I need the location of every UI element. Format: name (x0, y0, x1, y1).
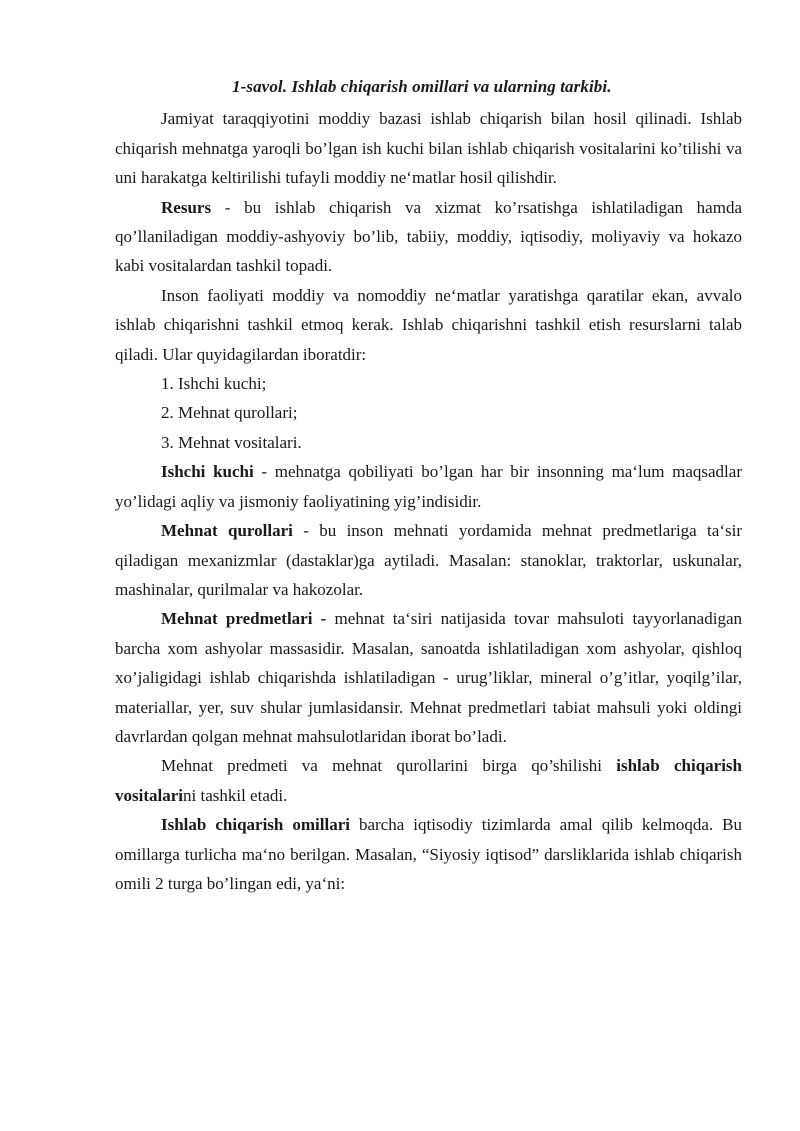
text-after-term: ni tashkil etadi. (183, 785, 288, 805)
paragraph-ishlab-chiqarish-omillari (115, 810, 742, 898)
section-title: 1-savol. Ishlab chiqarish omillari va ularning tarkibi. (232, 77, 612, 96)
text-before-term: Mehnat predmeti va mehnat qurollarini birga qo’shilishi (161, 756, 617, 776)
term-mehnat-qurollari: Mehnat qurollari (161, 521, 293, 541)
definition-ishlab-chiqarish-omillari: barcha iqtisodiy tizimlarda amal qilib kelmoqda. Bu omillarga turlicha ma‘no berilgan. Masalan, “Siyosiy iqtisod” darsliklarida ishlab chiqarish omili 2 turga bo’lingan edi, ya‘ni: (115, 815, 742, 893)
term-ishlab-chiqarish-vositalari: ishlab chiqarish vositalari (115, 756, 742, 805)
definition-ishchi-kuchi: - mehnatga qobiliyati bo’lgan har bir insonning ma‘lum maqsadlar yo’lidagi aqliy va jismoniy faoliyatining yig’indisidir. (115, 462, 742, 511)
paragraph-intro: Jamiyat taraqqiyotini moddiy bazasi ishlab chiqarish bilan hosil qilinadi. Ishlab chiqarish mehnatga yaroqli bo’lgan ish kuchi bilan ishlab chiqarish vositalarini ko’tilishi va uni harakatga keltirilishi tufayli moddiy ne‘matlar hosil qilishdir. (115, 109, 742, 188)
paragraph-mehnat-predmetlari (115, 604, 742, 751)
list-item: 1. Ishchi kuchi; (161, 374, 267, 394)
definition-mehnat-predmetlari: mehnat ta‘siri natijasida tovar mahsuloti tayyorlanadigan barcha xom ashyolar massasidir. Masalan, sanoatda ishlatiladigan xom ashyolar, qishloq xo’jaligidagi ishlab chiqarishda ishlatiladigan - urug’liklar, mineral o’g’itlar, yoqilg’ilar, materiallar, yer, suv shular jumlasidansir. Mehnat predmetlari tabiat mahsuli yoki oldingi davrlardan qolgan mehnat mahsulotlaridan iborat bo’ladi. (115, 609, 742, 746)
term-ishchi-kuchi: Ishchi kuchi (161, 462, 254, 482)
list-item: 3. Mehnat vositalari. (161, 432, 302, 452)
term-mehnat-predmetlari: Mehnat predmetlari - (161, 609, 327, 629)
paragraph-inson-faoliyati: Inson faoliyati moddiy va nomoddiy ne‘matlar yaratishga qaratilar ekan, avvalo ishlab chiqarishni tashkil etmoq kerak. Ishlab chiqarishni tashkil etish resurslarni talab qiladi. Ular quyidagilardan iboratdir: (115, 285, 742, 364)
term-ishlab-chiqarish-omillari: Ishlab chiqarish omillari (161, 815, 350, 835)
definition-resurs: - bu ishlab chiqarish va xizmat ko’rsatishga ishlatiladigan hamda qo’llaniladigan moddiy-ashyoviy bo’lib, tabiiy, moddiy, iqtisodiy, moliyaviy va hokazo kabi vositalardan tashkil topadi. (115, 197, 742, 276)
list-item: 2. Mehnat qurollari; (161, 403, 298, 423)
paragraph-resurs (115, 193, 742, 281)
definition-mehnat-qurollari: - bu inson mehnati yordamida mehnat predmetlariga ta‘sir qiladigan mexanizmlar (dastaklar)ga aytiladi. Masalan: stanoklar, traktorlar, uskunalar, mashinalar, qurilmalar va hakozolar. (115, 521, 742, 599)
document-page (115, 72, 742, 898)
paragraph-ishlab-chiqarish-vositalari (115, 751, 742, 810)
term-resurs: Resurs (161, 197, 212, 217)
paragraph-mehnat-qurollari (115, 516, 742, 604)
paragraph-ishchi-kuchi (115, 457, 742, 516)
